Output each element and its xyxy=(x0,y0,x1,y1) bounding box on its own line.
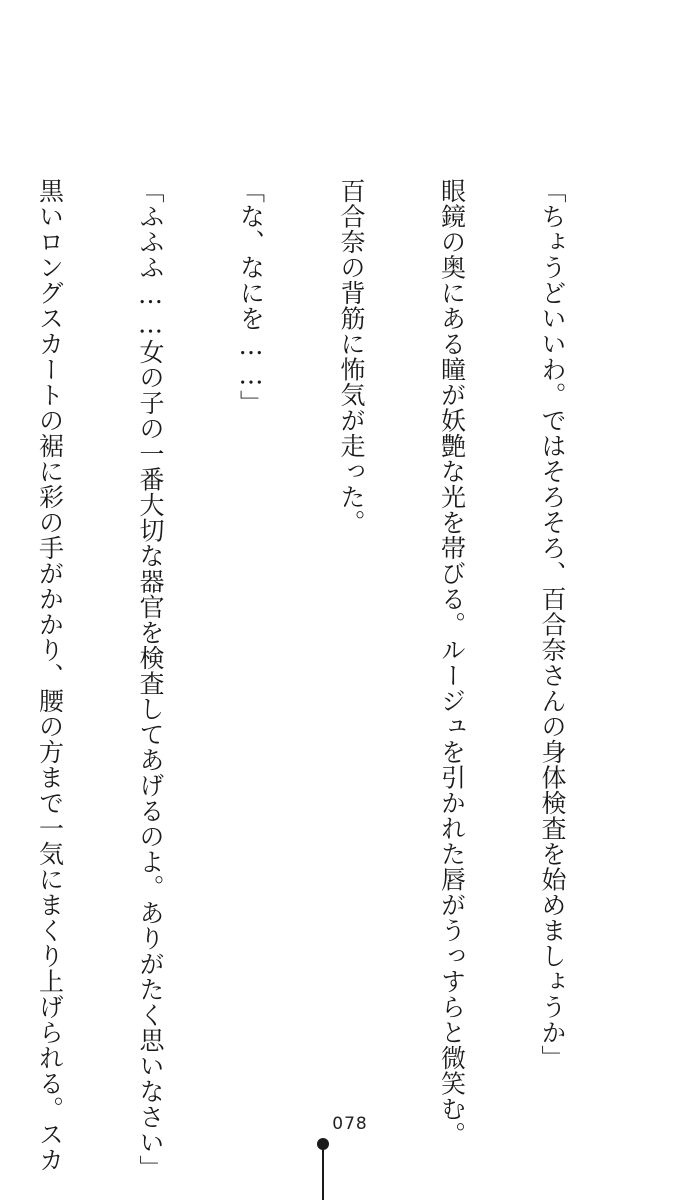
page-number: 078 xyxy=(332,1114,368,1134)
marker-line-icon xyxy=(322,1148,324,1200)
text-line-1: 「ちょうどいいわ。ではそろそろ、百合奈さんの身体検査を始めましょうか」 xyxy=(538,178,567,1071)
text-line-3: 百合奈の背筋に怖気が走った。 xyxy=(337,178,366,535)
text-line-6: 黒いロングスカートの裾に彩の手がかかり、腰の方まで一気にまくり上げられる。スカ xyxy=(35,178,65,1173)
text-line-2: 眼鏡の奥にある瞳が妖艶な光を帯びる。ルージュを引かれた唇がうっすらと微笑む。 xyxy=(437,178,467,1147)
text-line-5: 「ふふふ……女の子の一番大切な器官を検査してあげるのよ。ありがたく思いなさい」 xyxy=(136,178,165,1181)
page-marker-ornament xyxy=(317,1138,329,1200)
text-line-4: 「な、なにを……」 xyxy=(236,178,266,416)
